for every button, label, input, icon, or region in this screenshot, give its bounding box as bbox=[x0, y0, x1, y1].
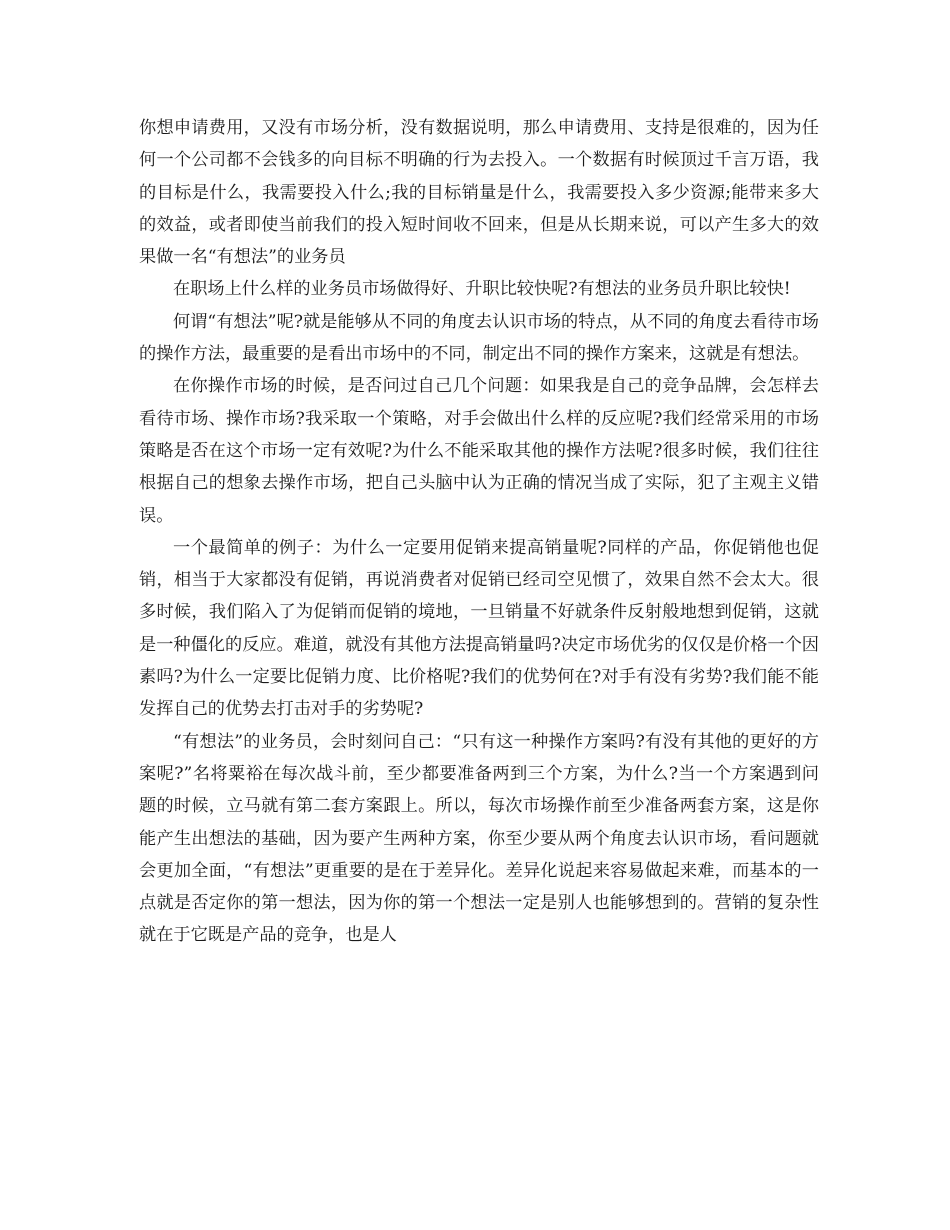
paragraph-4: 在你操作市场的时候，是否问过自己几个问题：如果我是自己的竞争品牌，会怎样去看待市场、操作市场?我采取一个策略，对手会做出什么样的反应呢?我们经常采用的市场策略是否在这个市场一定有效呢?为什么不能采取其他的操作方法呢?很多时候，我们往往根据自己的想象去操作市场，把自己头脑中认为正确的情况当成了实际，犯了主观主义错误。 bbox=[139, 376, 819, 526]
paragraph-3: 何谓“有想法”呢?就是能够从不同的角度去认识市场的特点，从不同的角度去看待市场的操作方法，最重要的是看出市场中的不同，制定出不同的操作方案来，这就是有想法。 bbox=[139, 311, 819, 365]
paragraph-5: 一个最简单的例子：为什么一定要用促销来提高销量呢?同样的产品，你促销他也促销，相当于大家都没有促销，再说消费者对促销已经司空见惯了，效果自然不会太大。很多时候，我们陷入了为促销而促销的境地，一旦销量不好就条件反射般地想到促销，这就是一种僵化的反应。难道，就没有其他方法提高销量吗?决定市场优劣的仅仅是价格一个因素吗?为什么一定要比促销力度、比价格呢?我们的优势何在?对手有没有劣势?我们能不能发挥自己的优势去打击对手的劣势呢? bbox=[139, 537, 819, 720]
paragraph-6: “有想法”的业务员，会时刻问自己：“只有这一种操作方案吗?有没有其他的更好的方案呢?”名将粟裕在每次战斗前，至少都要准备两到三个方案，为什么?当一个方案遇到问题的时候，立马就有第二套方案跟上。所以，每次市场操作前至少准备两套方案，这是你能产生出想法的基础，因为要产生两种方案，你至少要从两个角度去认识市场，看问题就会更加全面，“有想法”更重要的是在于差异化。差异化说起来容易做起来难，而基本的一点就是否定你的第一想法，因为你的第一个想法一定是别人也能够想到的。营销的复杂性就在于它既是产品的竞争，也是人 bbox=[139, 731, 819, 946]
document-body bbox=[139, 112, 819, 952]
paragraph-2: 在职场上什么样的业务员市场做得好、升职比较快呢?有想法的业务员升职比较快! bbox=[173, 279, 791, 300]
paragraph-1: 你想申请费用，又没有市场分析，没有数据说明，那么申请费用、支持是很难的，因为任何一个公司都不会钱多的向目标不明确的行为去投入。一个数据有时候顶过千言万语，我的目标是什么，我需要投入什么;我的目标销量是什么，我需要投入多少资源;能带来多大的效益，或者即使当前我们的投入短时间收不回来，但是从长期来说，可以产生多大的效果做一名“有想法”的业务员 bbox=[139, 118, 819, 268]
